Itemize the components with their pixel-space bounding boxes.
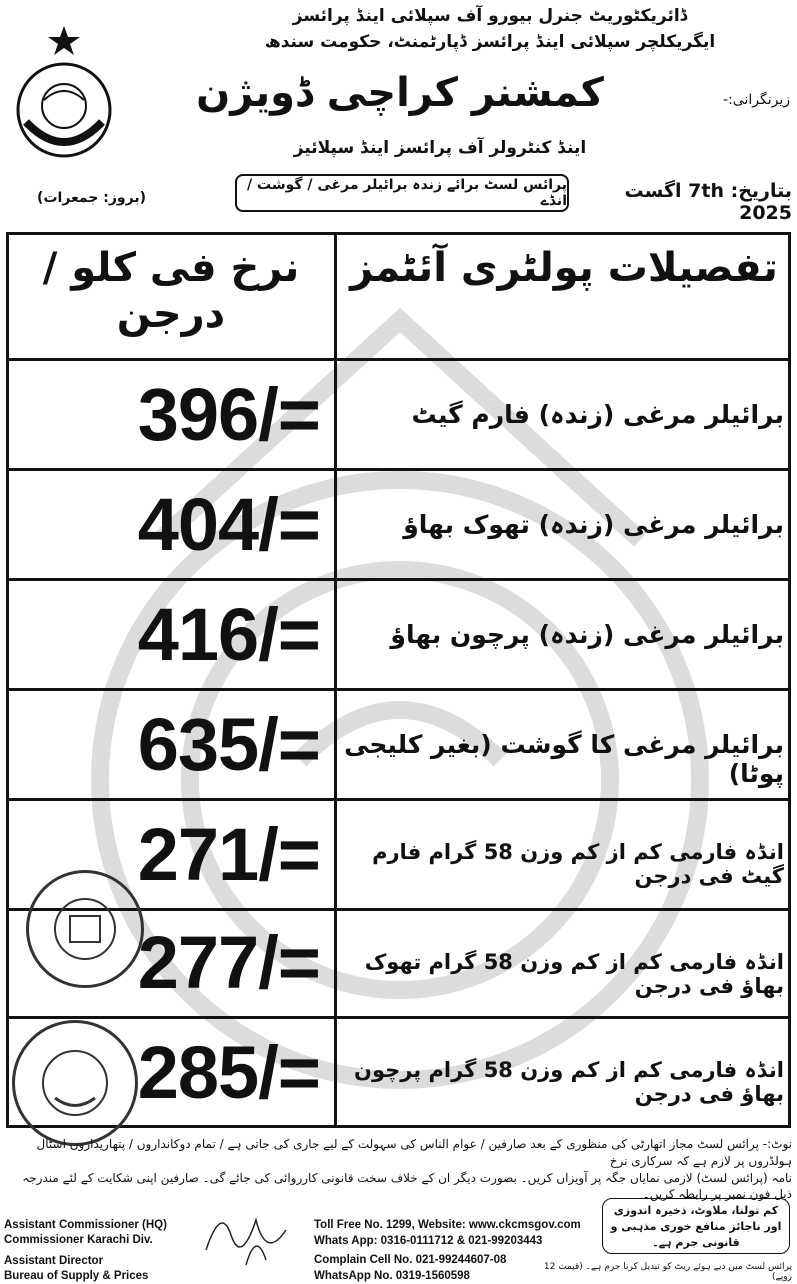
date-label: بتاریخ: 7th اگست 2025 bbox=[624, 180, 792, 224]
table-row-divider bbox=[6, 358, 791, 361]
sindh-government-logo bbox=[4, 22, 124, 162]
table-row-price: 404/= bbox=[137, 483, 320, 566]
table-row-price: 635/= bbox=[137, 703, 320, 786]
table-row-price: 285/= bbox=[137, 1031, 320, 1114]
note-text bbox=[6, 1136, 792, 1203]
footer-officials bbox=[4, 1218, 224, 1284]
table-row-item: برائیلر مرغی (زندہ) تھوک بھاؤ bbox=[403, 510, 784, 539]
table-row-price: 416/= bbox=[137, 593, 320, 676]
table-row-divider bbox=[6, 688, 791, 691]
note-line-2: نامہ (پرائس لسٹ) لازمی نمایاں جگہ پر آویزاں کریں۔ بصورت دیگر ان کے خلاف سخت قانونی کارروائی کی جائے گی۔ صارفین اپنی شکایت کے لئے مندرجہ ذیل فون نمبر پر رابطہ کریں۔ bbox=[22, 1170, 792, 1202]
table-row-divider bbox=[6, 578, 791, 581]
footer-mid-3: Complain Cell No. 021-99244607-08 bbox=[314, 1254, 507, 1267]
footer-left-2: Commissioner Karachi Div. bbox=[4, 1233, 153, 1246]
page-subtitle: اینڈ کنٹرولر آف پرائسز اینڈ سپلائیز bbox=[293, 138, 587, 158]
footer-left-3: Assistant Director bbox=[4, 1254, 104, 1267]
table-row-divider bbox=[6, 468, 791, 471]
signature bbox=[196, 1200, 296, 1270]
header-rate: نرخ فی کلو / درجن bbox=[42, 245, 300, 337]
bottom-note: پرائس لسٹ میں دیے ہوئے ریٹ کو تبدیل کرنا جرم ہے۔ (قیمت 12 روپے) bbox=[543, 1262, 792, 1282]
footer-mid-2: Whats App: 0316-0111712 & 021-99203443 bbox=[314, 1234, 543, 1247]
table-row-item: انڈہ فارمی کم از کم وزن 58 گرام تھوک بھاؤ فی درجن bbox=[364, 950, 784, 998]
header-line-1: ڈائریکٹوریٹ جنرل بیورو آف سپلائی اینڈ پرائسز bbox=[292, 6, 688, 26]
price-list-title: پرائس لسٹ برائے زندہ برائیلر مرغی / گوشت / انڈے bbox=[235, 174, 569, 212]
warning-box: کم تولنا، ملاوٹ، ذخیرہ اندوزی اور ناجائز منافع خوری مذہبی و قانونی جرم ہے۔ bbox=[602, 1198, 790, 1254]
table-row-item: انڈہ فارمی کم از کم وزن 58 گرام فارم گیٹ فی درجن bbox=[372, 840, 784, 888]
table-row-item: برائیلر مرغی کا گوشت (بغیر کلیجی پوٹا) bbox=[344, 730, 784, 788]
footer-left-1: Assistant Commissioner (HQ) bbox=[4, 1219, 167, 1231]
table-row-item: انڈہ فارمی کم از کم وزن 58 گرام پرچون بھاؤ فی درجن bbox=[354, 1058, 784, 1106]
table-column-divider bbox=[334, 232, 337, 1128]
footer-left-4: Bureau of Supply & Prices bbox=[4, 1269, 149, 1282]
table-row-item: برائیلر مرغی (زندہ) فارم گیٹ bbox=[411, 400, 784, 429]
table-row-item: برائیلر مرغی (زندہ) پرچون بھاؤ bbox=[390, 620, 784, 649]
day-label: (بروز: جمعرات) bbox=[37, 190, 146, 206]
table-row-divider bbox=[6, 1016, 791, 1019]
assistant-commissioner-stamp bbox=[12, 1020, 138, 1146]
header-line-2: ایگریکلچر سپلائی اینڈ پرائسز ڈپارٹمنٹ، حکومت سندھ bbox=[264, 32, 716, 52]
table-row-price: 277/= bbox=[137, 921, 320, 1004]
supervision-label: زیرنگرانی:- bbox=[723, 92, 790, 108]
table-row-divider bbox=[6, 798, 791, 801]
table-row-price: 396/= bbox=[137, 373, 320, 456]
footer-mid-1: Toll Free No. 1299, Website: www.ckcmsgov.com bbox=[314, 1219, 581, 1231]
footer-mid-4: WhatsApp No. 0319-1560598 bbox=[314, 1269, 470, 1282]
table-row-price: 271/= bbox=[137, 813, 320, 896]
header-item: تفصیلات پولٹری آئٹمز bbox=[350, 245, 778, 291]
note-line-1: نوٹ:- پرائس لسٹ مجاز اتھارٹی کی منظوری کے بعد صارفین / عوام الناس کی سہولت کے لیے جاری کی جاتی ہے / تمام دوکانداروں / پتھاریداروں اسٹال ہولڈروں پر لازم ہے کہ سرکاری نرخ bbox=[36, 1137, 792, 1168]
page-title: کمشنر کراچی ڈویژن bbox=[196, 70, 604, 116]
directorate-stamp bbox=[26, 870, 144, 988]
